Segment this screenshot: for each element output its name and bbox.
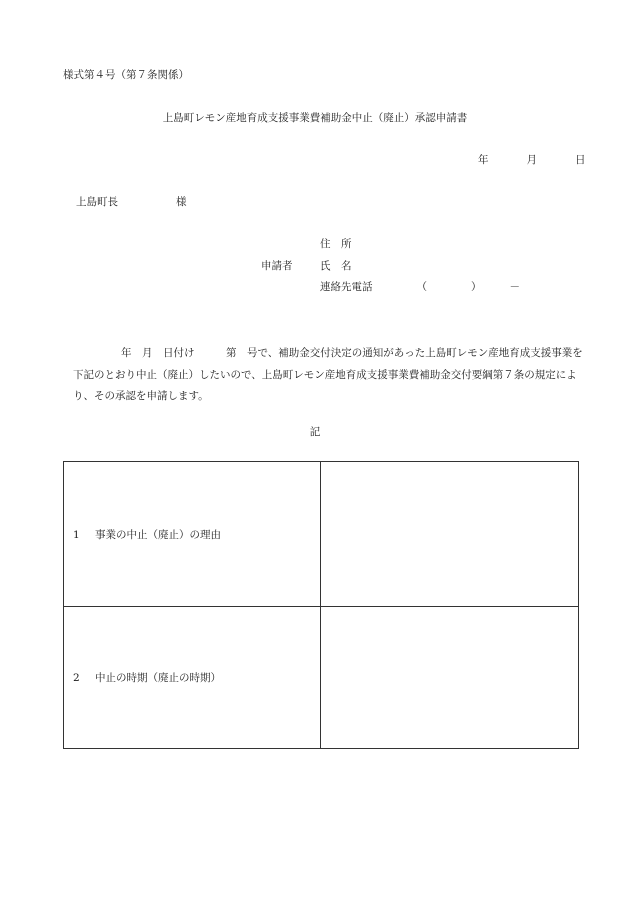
date-month: 月 <box>526 154 537 166</box>
body-lead: 年 月 日付け 第 号で、 <box>121 347 279 359</box>
item-value-cell[interactable] <box>321 607 579 749</box>
phone-row <box>320 282 520 293</box>
phone-close-paren: ） <box>471 281 482 293</box>
item-label: 事業の中止（廃止）の理由 <box>95 528 221 541</box>
body-paragraph <box>73 343 583 408</box>
item-value-cell[interactable] <box>321 462 579 607</box>
items-table <box>63 461 579 749</box>
ki-heading: 記 <box>309 426 321 438</box>
item-label: 中止の時期（廃止の時期） <box>95 672 221 684</box>
item-number: 1 <box>73 528 80 541</box>
item-number: 2 <box>73 672 80 684</box>
applicant-label: 申請者 <box>261 260 293 272</box>
date-year: 年 <box>478 154 489 166</box>
phone-dash: － <box>509 281 520 293</box>
addressee-name: 上島町長 <box>76 196 118 208</box>
body-text: 補助金交付決定の通知があった上島町レモン産地育成支援事業を下記のとおり中止（廃止）したいので、上島町レモン産地育成支援事業費補助金交付要綱第７条の規定により、その承認を申請します。 <box>73 347 583 402</box>
phone-open-paren: （ <box>416 281 427 293</box>
addressee <box>76 197 187 208</box>
document-title: 上島町レモン産地育成支援事業費補助金中止（廃止）承認申請書 <box>162 112 468 124</box>
table-row <box>64 607 579 749</box>
addressee-honorific: 様 <box>176 196 187 208</box>
table-row <box>64 462 579 607</box>
item-label-cell <box>64 462 321 607</box>
date-day: 日 <box>575 154 586 166</box>
form-number: 様式第４号（第７条関係） <box>63 69 189 81</box>
date-line <box>478 155 586 166</box>
address-label: 住 所 <box>320 238 352 250</box>
item-label-cell <box>64 607 321 749</box>
name-label: 氏 名 <box>320 260 352 272</box>
phone-label: 連絡先電話 <box>320 281 373 293</box>
